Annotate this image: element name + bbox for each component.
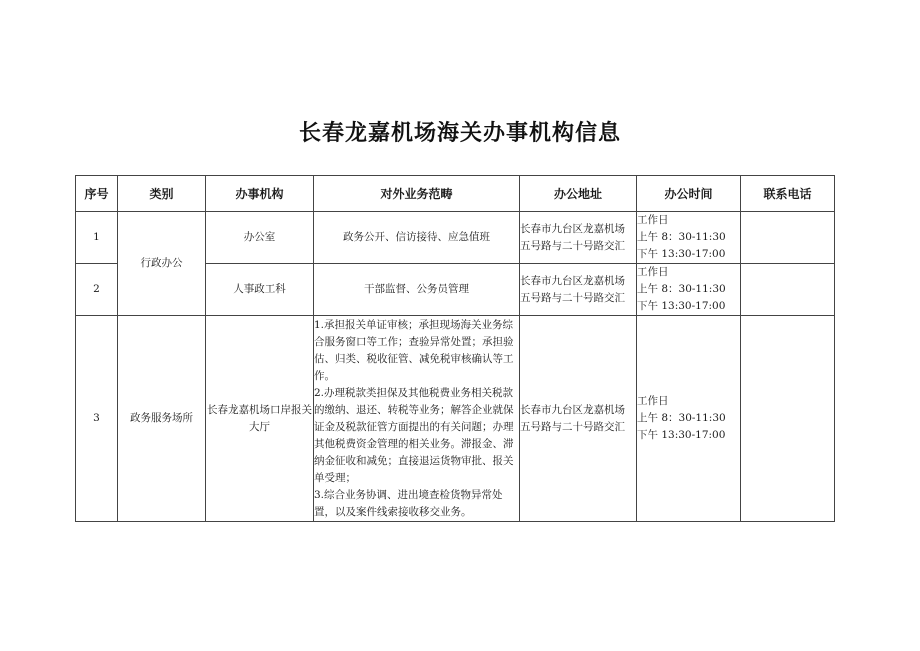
row-1-hours bbox=[637, 212, 741, 264]
row-1-no: 1 bbox=[76, 212, 118, 264]
row-3-hours-line-1: 工作日 bbox=[637, 395, 669, 407]
header-phone: 联系电话 bbox=[741, 176, 835, 212]
row-1-address bbox=[520, 212, 637, 264]
table-header-row bbox=[76, 176, 835, 212]
row-3-phone bbox=[741, 316, 835, 522]
row-2-office: 人事政工科 bbox=[206, 264, 314, 316]
row-3-scope bbox=[314, 316, 520, 522]
table-row bbox=[76, 316, 835, 522]
row-3-scope-item-2: 2.办理税款类担保及其他税费业务相关税款的缴纳、退还、转税等业务；解答企业就保证金及税款征管方面提出的有关问题；办理其他税费资金管理的相关业务。滞报金、滞纳金征收和减免；直接退运货物审批、报关单受理； bbox=[314, 386, 514, 484]
header-hours: 办公时间 bbox=[637, 176, 741, 212]
row-1-scope: 政务公开、信访接待、应急值班 bbox=[314, 212, 520, 264]
header-scope: 对外业务范畴 bbox=[314, 176, 520, 212]
row-2-address-line-1: 长春市九台区龙嘉机场 bbox=[520, 274, 625, 287]
row-3-hours-line-3: 下午 13:30-17:00 bbox=[637, 429, 726, 441]
row-3-category: 政务服务场所 bbox=[118, 316, 206, 522]
header-address: 办公地址 bbox=[520, 176, 637, 212]
table-row bbox=[76, 212, 835, 264]
row-1-address-line-2: 五号路与二十号路交汇 bbox=[520, 239, 625, 252]
row-2-hours-line-3: 下午 13:30-17:00 bbox=[637, 300, 726, 312]
row-1-office: 办公室 bbox=[206, 212, 314, 264]
row-3-hours-line-2: 上午 8：30-11:30 bbox=[637, 412, 726, 424]
page-title: 长春龙嘉机场海关办事机构信息 bbox=[298, 121, 621, 146]
row-3-address bbox=[520, 316, 637, 522]
row-3-no: 3 bbox=[76, 316, 118, 522]
row-3-address-line-1: 长春市九台区龙嘉机场 bbox=[520, 403, 625, 416]
row-2-hours bbox=[637, 264, 741, 316]
row-1-address-line-1: 长春市九台区龙嘉机场 bbox=[520, 222, 625, 235]
row-1-category: 行政办公 bbox=[118, 212, 206, 316]
row-3-scope-item-3: 3.综合业务协调、进出境查检货物异常处置，以及案件线索接收移交业务。 bbox=[314, 488, 503, 518]
row-2-hours-line-1: 工作日 bbox=[637, 266, 669, 278]
row-2-address-line-2: 五号路与二十号路交汇 bbox=[520, 291, 625, 304]
row-1-hours-line-2: 上午 8：30-11:30 bbox=[637, 231, 726, 243]
row-2-phone bbox=[741, 264, 835, 316]
row-1-hours-line-1: 工作日 bbox=[637, 214, 669, 226]
row-2-no: 2 bbox=[76, 264, 118, 316]
row-3-address-line-2: 五号路与二十号路交汇 bbox=[520, 420, 625, 433]
row-2-scope: 干部监督、公务员管理 bbox=[314, 264, 520, 316]
row-1-phone bbox=[741, 212, 835, 264]
row-1-hours-line-3: 下午 13:30-17:00 bbox=[637, 248, 726, 260]
row-3-office: 长春龙嘉机场口岸报关大厅 bbox=[206, 316, 314, 522]
row-2-address bbox=[520, 264, 637, 316]
row-3-scope-item-1: 1.承担报关单证审核；承担现场海关业务综合服务窗口等工作；查验异常处置；承担验估、归类、税收征管、减免税审核确认等工作。 bbox=[314, 318, 514, 382]
header-category: 类别 bbox=[118, 176, 206, 212]
header-office: 办事机构 bbox=[206, 176, 314, 212]
header-no: 序号 bbox=[76, 176, 118, 212]
row-3-hours bbox=[637, 316, 741, 522]
row-2-hours-line-2: 上午 8：30-11:30 bbox=[637, 283, 726, 295]
office-info-table bbox=[75, 175, 835, 522]
